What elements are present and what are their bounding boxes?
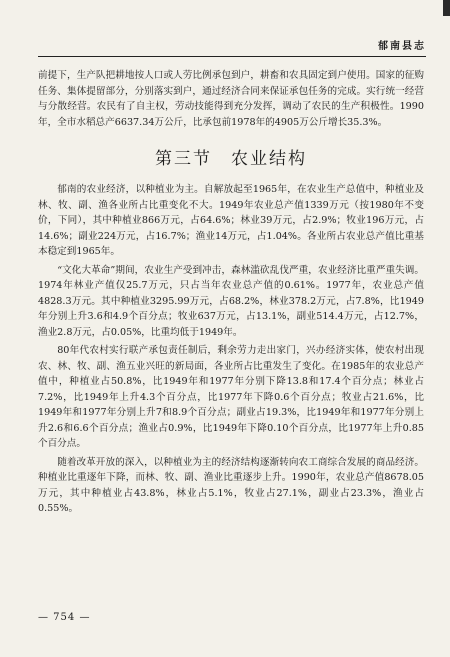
running-header: 郁南县志 [378,41,426,52]
paragraph: “文化大革命”期间，农业生产受到冲击，森林滥砍乱伐严重，农业经济比重严重失调。1974年林业产值仅25.7万元，只占当年农业总产值的0.61%。1977年，农业总产值4828.3万元。其中种植业3295.99万元，占68.2%，林业378.2万元，占7.8%，比1949年分别上升3.6和4.9个百分点；牧业637万元，占13.1%，副业514.4万元，占12.7%，渔业2.8万元，占0.05%，比重均低于1949年。 [38,264,424,338]
paragraph: 郁南的农业经济，以种植业为主。自解放起至1965年，在农业生产总值中，种植业及林、牧、副、渔各业所占比重变化不大。1949年农业总产值1339万元（按1980年不变价，下同），其中种植业866万元，占64.6%；林业39万元，占2.9%；牧业196万元，占14.6%；副业224万元，占16.7%；渔业14万元，占1.04%。各业所占农业总产值比重基本稳定到1965年。 [38,184,424,257]
header-rule [38,56,426,57]
paragraph: 80年代农村实行联产承包责任制后，剩余劳力走出家门，兴办经济实体，使农村出现农、林、牧、副、渔五业兴旺的新局面，各业所占比重发生了变化。在1985年的农业总产值中，种植业占50.8%，比1949年和1977年分别下降13.8和17.4个百分点；林业占7.2%，比1949年上升4.3个百分点，比1977年下降0.6个百分点；牧业占21.6%，比1949年和1977年分别上升7和8.9个百分点；副业占19.3%，比1949年和1977年分别上升2.6和6.6个百分点；渔业占0.9%，比1949年下降0.10个百分点，比1977年上升0.85个百分点。 [38,345,424,449]
paragraph-continued: 前提下，生产队把耕地按人口或人劳比例承包到户，耕畜和农具固定到户使用。国家的征购任务、集体提留部分，分别落实到户，通过经济合同来保证承包任务的完成。实行统一经营与分散经营。农民有了自主权，劳动技能得到充分发挥，调动了农民的生产积极性。1990年，全市水稻总产6637.34万公斤，比承包前1978年的4905万公斤增长35.3%。 [38,70,424,128]
section-title: 第三节 农业结构 [155,149,307,169]
page-edge-mark [443,0,450,16]
paragraph: 随着改革开放的深入，以种植业为主的经济结构逐渐转向农工商综合发展的商品经济。种植业比重逐年下降，而林、牧、副、渔业比重逐步上升。1990年，农业总产值8678.05万元，其中种植业占43.8%，林业占5.1%，牧业占27.1%，副业占23.3%，渔业占0.55%。 [38,456,424,514]
page-number: — 754 — [38,612,91,623]
body-text [38,68,424,517]
